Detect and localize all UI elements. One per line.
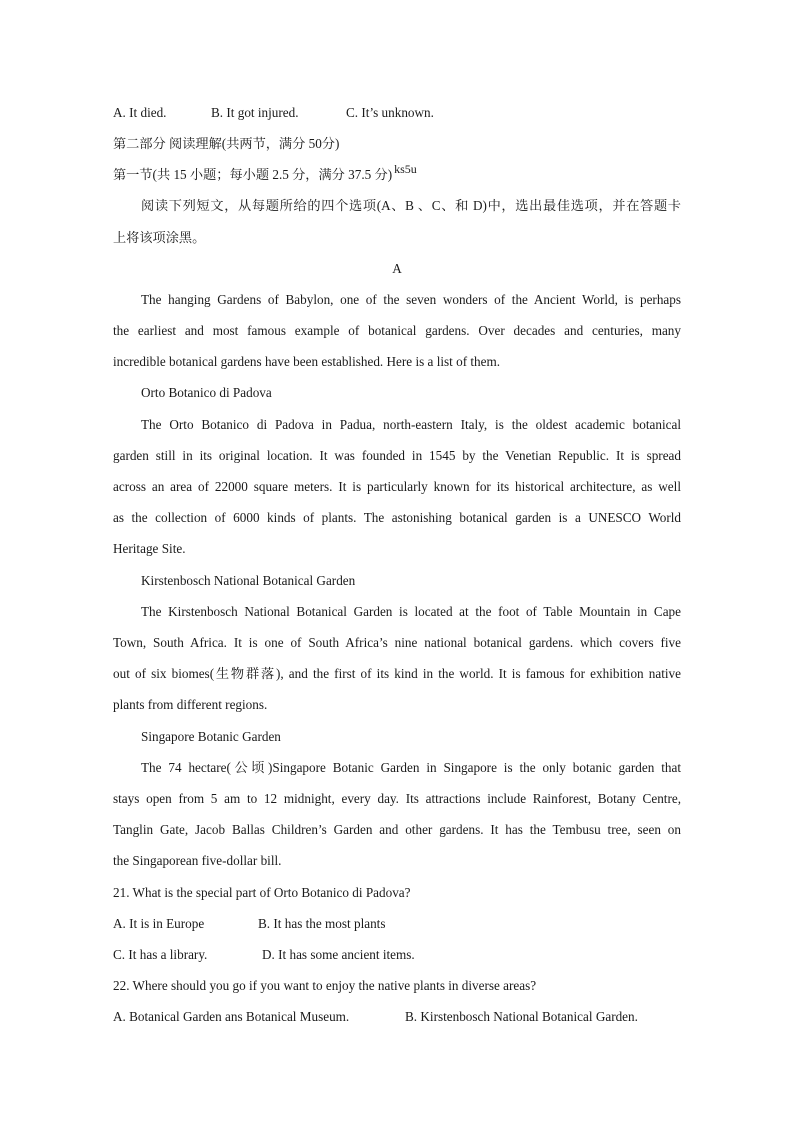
intro-line-2: the earliest and most famous example of botanical gardens. Over decades and centuries, many <box>113 323 681 338</box>
prev-option-b: B. It got injured. <box>211 105 299 120</box>
instructions-line-2: 上将该项涂黑。 <box>113 230 206 245</box>
question-22-option-b: B. Kirstenbosch National Botanical Garden. <box>405 1009 638 1024</box>
subsection-heading: 第一节(共 15 小题；每小题 2.5 分，满分 37.5 分) <box>113 167 393 182</box>
watermark: ks5u <box>394 162 417 176</box>
garden-2-line-3: out of six biomes(生物群落), and the first of its kind in the world. It is famous for exhibition native <box>113 666 681 681</box>
garden-2-line-1: The Kirstenbosch National Botanical Garden is located at the foot of Table Mountain in Cape <box>141 604 681 619</box>
garden-2-line-4: plants from different regions. <box>113 697 268 712</box>
garden-1-name: Orto Botanico di Padova <box>141 385 272 400</box>
garden-2-name: Kirstenbosch National Botanical Garden <box>141 573 356 588</box>
subsection-heading-row <box>113 162 681 184</box>
instructions-line-1: 阅读下列短文，从每题所给的四个选项(A、B 、C、和 D)中，选出最佳选项，并在答题卡 <box>141 198 681 213</box>
garden-3-line-4: the Singaporean five-dollar bill. <box>113 853 282 868</box>
question-22-stem: 22. Where should you go if you want to enjoy the native plants in diverse areas? <box>113 978 537 993</box>
question-21-option-a: A. It is in Europe <box>113 916 205 931</box>
garden-3-line-2: stays open from 5 am to 12 midnight, every day. Its attractions include Rainforest, Botany Centre, <box>113 791 681 806</box>
question-21-option-b: B. It has the most plants <box>258 916 386 931</box>
garden-1-line-4: as the collection of 6000 kinds of plants. The astonishing botanical garden is a UNESCO World <box>113 510 681 525</box>
prev-option-a: A. It died. <box>113 105 167 120</box>
garden-3-line-1: The 74 hectare(公顷)Singapore Botanic Garden in Singapore is the only botanic garden that <box>141 760 681 775</box>
section-heading: 第二部分 阅读理解(共两节，满分 50分) <box>113 136 340 151</box>
question-21-option-c: C. It has a library. <box>113 947 208 962</box>
question-21-option-d: D. It has some ancient items. <box>262 947 415 962</box>
garden-3-name: Singapore Botanic Garden <box>141 729 281 744</box>
intro-line-3: incredible botanical gardens have been established. Here is a list of them. <box>113 354 501 369</box>
garden-3-line-3: Tanglin Gate, Jacob Ballas Children’s Garden and other gardens. It has the Tembusu tree, seen on <box>113 822 681 837</box>
garden-1-line-2: garden still in its original location. It was founded in 1545 by the Venetian Republic. It is spread <box>113 448 681 463</box>
garden-1-line-3: across an area of 22000 square meters. It is particularly known for its historical architecture, as well <box>113 479 681 494</box>
prev-option-c: C. It’s unknown. <box>346 105 434 120</box>
passage-label: A <box>392 261 402 276</box>
garden-2-line-2: Town, South Africa. It is one of South Africa’s nine national botanical gardens. which covers five <box>113 635 681 650</box>
intro-line-1: The hanging Gardens of Babylon, one of the seven wonders of the Ancient World, is perhaps <box>141 292 681 307</box>
question-21-stem: 21. What is the special part of Orto Botanico di Padova? <box>113 885 411 900</box>
question-22-option-a: A. Botanical Garden ans Botanical Museum. <box>113 1009 350 1024</box>
garden-1-line-1: The Orto Botanico di Padova in Padua, north-eastern Italy, is the oldest academic botanical <box>141 417 681 432</box>
garden-1-line-5: Heritage Site. <box>113 541 186 556</box>
